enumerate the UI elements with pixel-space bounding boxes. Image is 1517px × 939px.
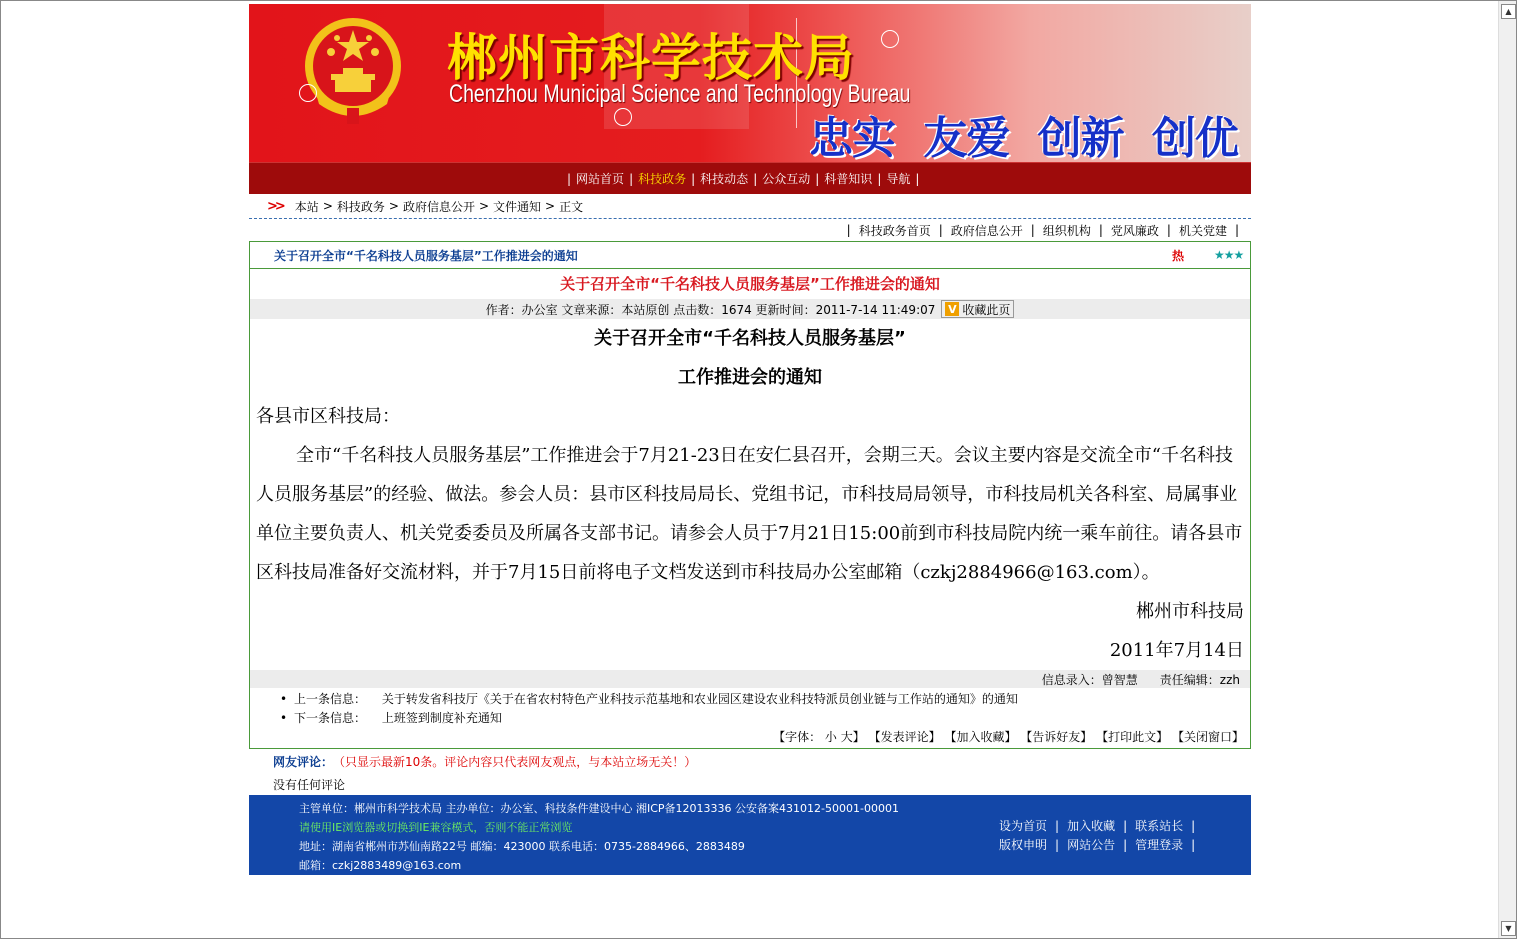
article-tools [250, 728, 1250, 748]
national-emblem-icon [301, 12, 405, 128]
article-title: 关于召开全市“千名科技人员服务基层”工作推进会的通知 [560, 275, 940, 293]
page [249, 4, 1251, 875]
subnav-item-integrity[interactable]: 党风廉政 [1110, 223, 1159, 238]
nav-item-popsci[interactable]: 科普知识 [824, 172, 873, 186]
site-title-en: Chenzhou Municipal Science and Technology Bureau [449, 80, 911, 108]
nav-item-guide[interactable]: 导航 [886, 172, 911, 186]
double-arrow-icon: >> [267, 198, 283, 214]
article-signature: 郴州市科技局 [1136, 601, 1244, 622]
next-link[interactable]: 上班签到制度补充通知 [381, 711, 502, 725]
article-box [249, 241, 1251, 749]
article-salutation: 各县市区科技局： [256, 406, 400, 427]
prev-item [280, 690, 1250, 709]
site-slogan: 忠实 友爱 创新 创优 [809, 113, 1238, 162]
breadcrumb [249, 194, 1251, 219]
chevron-right-icon: > [545, 199, 556, 213]
next-label: 下一条信息： [294, 711, 367, 725]
copyright-link[interactable]: 版权申明 [999, 838, 1048, 852]
comments-title: 网友评论： [273, 754, 334, 769]
chevron-right-icon: > [388, 199, 399, 213]
nav-item-home[interactable]: 网站首页 [576, 172, 625, 186]
subnav-item-home[interactable]: 科技政务首页 [858, 223, 931, 238]
set-homepage-link[interactable]: 设为首页 [999, 819, 1048, 833]
bookmark-button[interactable] [941, 300, 1014, 318]
nav-item-sci-gov[interactable]: 科技政务 [638, 172, 687, 186]
post-comment-button[interactable]: 【发表评论】 [868, 730, 941, 744]
rating-stars-icon: ★★★ [1214, 248, 1244, 262]
scroll-up-icon[interactable]: ▲ [1501, 4, 1516, 19]
article-box-title: 关于召开全市“千名科技人员服务基层”工作推进会的通知 [274, 248, 578, 263]
scroll-down-icon[interactable]: ▼ [1501, 921, 1516, 936]
close-window-button[interactable]: 【关闭窗口】 [1171, 730, 1244, 744]
decor-circle [881, 30, 899, 48]
editor: 责任编辑：zzh [1159, 672, 1240, 687]
header-banner [249, 4, 1251, 162]
article-meta [250, 299, 1250, 319]
prev-label: 上一条信息： [294, 692, 367, 706]
decor-circle [614, 108, 632, 126]
article-date: 2011年7月14日 [1109, 640, 1244, 661]
article-body: 全市“千名科技人员服务基层”工作推进会于7月21-23日在安仁县召开，会期三天。会议主要内容是交流全市“千名科技人员服务基层”的经验、做法。参会人员：县市区科技局局长、党组书记，市科技局局领导，市科技局机关各科室、局属事业单位主要负责人、机关党委委员及所属各支部书记。请参会人员于7月21日15:00前到市科技局院内统一乘车前往。请各县市区科技局准备好交流材料，并于7月15日前将电子文档发送到市科技局办公室邮箱（czkj2884966@163.com）。 [256, 445, 1243, 583]
prev-link[interactable]: 关于转发省科技厅《关于在省农村特色产业科技示范基地和农业园区建设农业科技特派员创业链与工作站的通知》的通知 [381, 692, 1018, 706]
main-nav: | 网站首页 | 科技政务 | 科技动态 | 公众互动 | 科普知识 | 导航 | [249, 162, 1251, 194]
print-button[interactable]: 【打印此文】 [1096, 730, 1169, 744]
breadcrumb-current: 正文 [559, 199, 584, 214]
tell-friend-button[interactable]: 【告诉好友】 [1020, 730, 1093, 744]
font-large-button[interactable]: 大】 [840, 730, 865, 744]
article-heading-1: 关于召开全市“千名科技人员服务基层” [594, 328, 906, 349]
vertical-scrollbar[interactable] [1498, 0, 1517, 939]
nav-item-public[interactable]: 公众互动 [762, 172, 811, 186]
chevron-right-icon: > [322, 199, 333, 213]
hot-badge: 热 [1172, 248, 1185, 263]
contact-admin-link[interactable]: 联系站长 [1135, 819, 1184, 833]
article-meta-text: 作者：办公室 文章来源：本站原创 点击数：1674 更新时间：2011-7-14 11:49:07 [485, 302, 936, 317]
comments-empty: 没有任何评论 [273, 777, 346, 792]
nav-item-sci-news[interactable]: 科技动态 [700, 172, 749, 186]
entered-by: 信息录入：曾智慧 [1041, 672, 1138, 687]
prev-next-list [250, 688, 1250, 728]
footer-links-row-1: 设为首页 | 加入收藏 | 联系站长 | [999, 819, 1196, 833]
bookmark-icon: V [945, 302, 959, 316]
breadcrumb-sci-gov[interactable]: 科技政务 [336, 199, 385, 214]
footer-line-2: 请使用IE浏览器或切换到IE兼容模式，否则不能正常浏览 [299, 821, 573, 834]
comments-note: （只显示最新10条。评论内容只代表网友观点，与本站立场无关！） [333, 754, 697, 769]
article-box-header [250, 242, 1250, 269]
font-size-label: 【字体： [773, 730, 822, 744]
sub-nav: | 科技政务首页 | 政府信息公开 | 组织机构 | 党风廉政 | 机关党建 | [846, 223, 1239, 238]
article-editors [250, 670, 1250, 688]
comments-header [249, 749, 1251, 773]
subnav-item-party[interactable]: 机关党建 [1178, 223, 1227, 238]
add-favorite-button[interactable]: 【加入收藏】 [944, 730, 1017, 744]
bookmark-label: 收藏此页 [962, 302, 1011, 317]
announcement-link[interactable]: 网站公告 [1067, 838, 1116, 852]
footer-line-4: 邮箱：czkj2883489@163.com [299, 859, 462, 872]
breadcrumb-notices[interactable]: 文件通知 [493, 199, 542, 214]
footer-links-row-2: 版权申明 | 网站公告 | 管理登录 | [999, 838, 1196, 852]
subnav-item-org[interactable]: 组织机构 [1042, 223, 1091, 238]
decor-circle [299, 84, 317, 102]
article-content [250, 319, 1250, 670]
font-small-button[interactable]: 小 [824, 730, 837, 744]
subnav-item-gov-info[interactable]: 政府信息公开 [950, 223, 1023, 238]
footer-line-1: 主管单位：郴州市科学技术局 主办单位：办公室、科技条件建设中心 湘ICP备12013336 公安备案431012-50001-00001 [299, 802, 899, 815]
admin-login-link[interactable]: 管理登录 [1135, 838, 1184, 852]
article-heading-2: 工作推进会的通知 [678, 367, 822, 388]
site-title-cn: 郴州市科学技术局 [447, 29, 855, 87]
breadcrumb-gov-info[interactable]: 政府信息公开 [402, 199, 475, 214]
breadcrumb-site[interactable]: 本站 [294, 199, 319, 214]
footer [249, 795, 1251, 875]
next-item [280, 709, 1250, 728]
add-favorite-link[interactable]: 加入收藏 [1067, 819, 1116, 833]
chevron-right-icon: > [478, 199, 490, 213]
footer-line-3: 地址：湖南省郴州市苏仙南路22号 邮编：423000 联系电话：0735-2884966、2883489 [299, 840, 745, 853]
